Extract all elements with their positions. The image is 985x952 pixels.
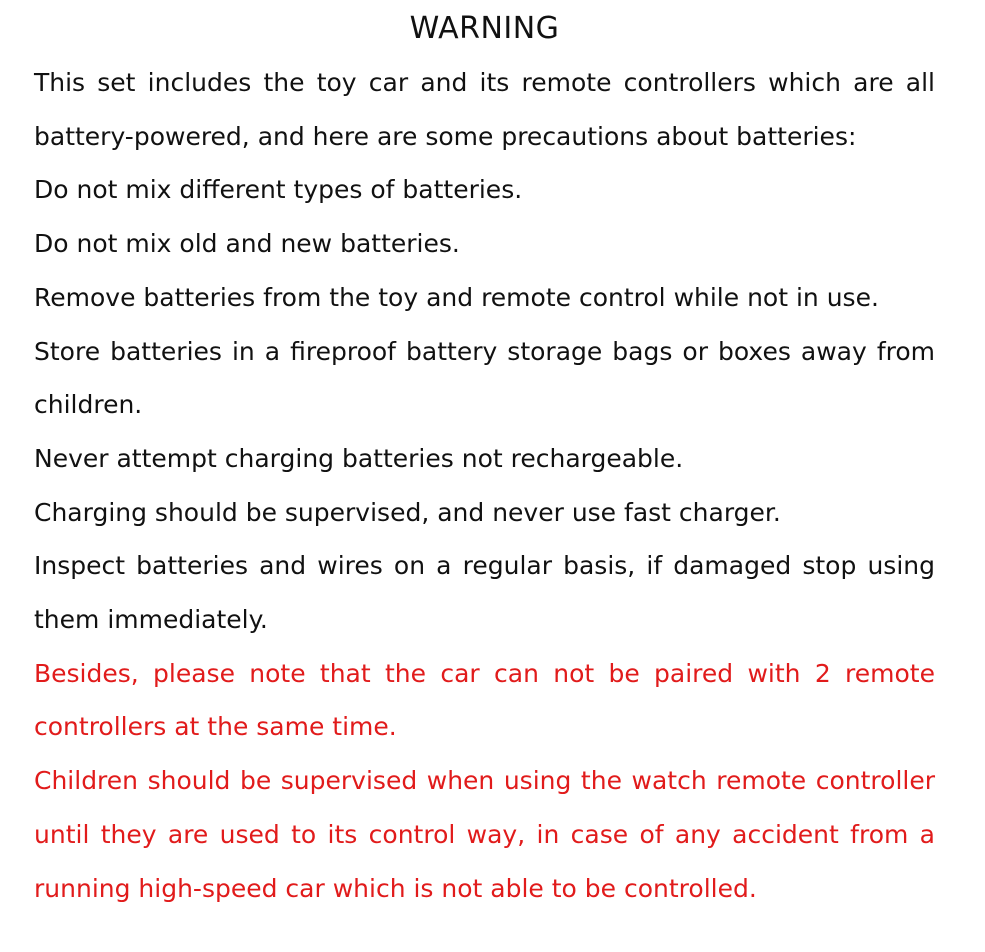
paragraph-children-supervised: Children should be supervised when using the watch remote controller until they are used to its control way, in case of any accident from a running high-speed car which is not able to be controlled. (34, 766, 935, 903)
paragraph-mix-old-new: Do not mix old and new batteries. (34, 229, 460, 259)
paragraph-intro: This set includes the toy car and its remote controllers which are all battery-powered, and here are some precautions about batteries: (34, 68, 935, 151)
paragraph-charging-supervised: Charging should be supervised, and never use fast charger. (34, 497, 781, 527)
paragraph-remove-batteries: Remove batteries from the toy and remote control while not in use. (34, 282, 879, 312)
paragraph-mix-types: Do not mix different types of batteries. (34, 175, 523, 205)
paragraph-pairing-note: Besides, please note that the car can not be paired with 2 remote controllers at the same time. (34, 658, 935, 742)
document-title: WARNING (409, 11, 560, 46)
paragraph-store-batteries: Store batteries in a fireproof battery storage bags or boxes away from children. (34, 336, 935, 420)
paragraph-inspect: Inspect batteries and wires on a regular basis, if damaged stop using them immediately. (34, 551, 935, 635)
paragraph-never-charge: Never attempt charging batteries not rechargeable. (34, 443, 684, 473)
